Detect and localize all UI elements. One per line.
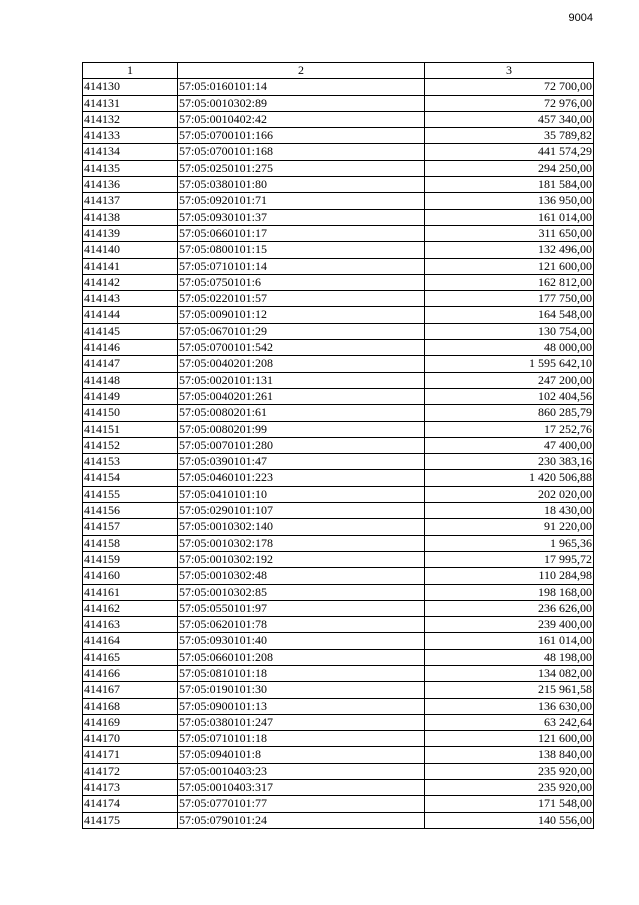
record-number-cell: 414142	[83, 274, 178, 290]
value-cell: 48 000,00	[425, 340, 594, 356]
cadastral-number-cell: 57:05:0550101:97	[178, 600, 425, 616]
record-number-cell: 414147	[83, 356, 178, 372]
record-number-cell: 414157	[83, 519, 178, 535]
table-row	[83, 503, 594, 519]
value-cell: 17 995,72	[425, 551, 594, 567]
record-number-cell: 414138	[83, 209, 178, 225]
table-row	[83, 796, 594, 812]
table-row	[83, 665, 594, 681]
table-row	[83, 372, 594, 388]
value-cell: 63 242,64	[425, 714, 594, 730]
cadastral-number-cell: 57:05:0010403:317	[178, 780, 425, 796]
table-header-row	[83, 63, 594, 79]
cadastral-number-cell: 57:05:0070101:280	[178, 437, 425, 453]
table-row	[83, 209, 594, 225]
value-cell: 138 840,00	[425, 747, 594, 763]
cadastral-number-cell: 57:05:0700101:166	[178, 128, 425, 144]
table-row	[83, 177, 594, 193]
value-cell: 860 285,79	[425, 405, 594, 421]
record-number-cell: 414164	[83, 633, 178, 649]
record-number-cell: 414151	[83, 421, 178, 437]
value-cell: 161 014,00	[425, 209, 594, 225]
record-number-cell: 414132	[83, 111, 178, 127]
record-number-cell: 414168	[83, 698, 178, 714]
cadastral-number-cell: 57:05:0010302:178	[178, 535, 425, 551]
value-cell: 247 200,00	[425, 372, 594, 388]
record-number-cell: 414150	[83, 405, 178, 421]
value-cell: 202 020,00	[425, 486, 594, 502]
cadastral-number-cell: 57:05:0250101:275	[178, 160, 425, 176]
cadastral-number-cell: 57:05:0660101:17	[178, 225, 425, 241]
table-row	[83, 274, 594, 290]
value-cell: 164 548,00	[425, 307, 594, 323]
value-cell: 171 548,00	[425, 796, 594, 812]
cadastral-number-cell: 57:05:0290101:107	[178, 503, 425, 519]
table-row	[83, 193, 594, 209]
value-cell: 72 976,00	[425, 95, 594, 111]
cadastral-number-cell: 57:05:0010402:42	[178, 111, 425, 127]
cadastral-number-cell: 57:05:0090101:12	[178, 307, 425, 323]
record-number-cell: 414146	[83, 340, 178, 356]
record-number-cell: 414170	[83, 731, 178, 747]
table-row	[83, 535, 594, 551]
value-cell: 121 600,00	[425, 258, 594, 274]
cadastral-number-cell: 57:05:0190101:30	[178, 682, 425, 698]
table-row	[83, 780, 594, 796]
value-cell: 215 961,58	[425, 682, 594, 698]
value-cell: 136 950,00	[425, 193, 594, 209]
table-row	[83, 242, 594, 258]
record-number-cell: 414166	[83, 665, 178, 681]
value-cell: 48 198,00	[425, 649, 594, 665]
record-number-cell: 414155	[83, 486, 178, 502]
table-row	[83, 79, 594, 95]
value-cell: 1 595 642,10	[425, 356, 594, 372]
value-cell: 110 284,98	[425, 568, 594, 584]
value-cell: 162 812,00	[425, 274, 594, 290]
cadastral-number-cell: 57:05:0380101:247	[178, 714, 425, 730]
record-number-cell: 414171	[83, 747, 178, 763]
record-number-cell: 414148	[83, 372, 178, 388]
column-header-1: 1	[83, 63, 178, 79]
record-number-cell: 414140	[83, 242, 178, 258]
table-row	[83, 356, 594, 372]
cadastral-number-cell: 57:05:0080201:61	[178, 405, 425, 421]
cadastral-number-cell: 57:05:0010302:192	[178, 551, 425, 567]
table-row	[83, 95, 594, 111]
record-number-cell: 414139	[83, 225, 178, 241]
cadastral-number-cell: 57:05:0700101:168	[178, 144, 425, 160]
table-row	[83, 519, 594, 535]
record-number-cell: 414162	[83, 600, 178, 616]
value-cell: 132 496,00	[425, 242, 594, 258]
record-number-cell: 414172	[83, 763, 178, 779]
registry-table	[82, 62, 594, 829]
table-row	[83, 486, 594, 502]
table-row	[83, 812, 594, 828]
record-number-cell: 414145	[83, 323, 178, 339]
record-number-cell: 414173	[83, 780, 178, 796]
cadastral-number-cell: 57:05:0460101:223	[178, 470, 425, 486]
value-cell: 198 168,00	[425, 584, 594, 600]
table-row	[83, 747, 594, 763]
value-cell: 181 584,00	[425, 177, 594, 193]
table-row	[83, 128, 594, 144]
value-cell: 121 600,00	[425, 731, 594, 747]
value-cell: 35 789,82	[425, 128, 594, 144]
record-number-cell: 414153	[83, 454, 178, 470]
table-row	[83, 649, 594, 665]
cadastral-number-cell: 57:05:0220101:57	[178, 291, 425, 307]
table-row	[83, 258, 594, 274]
table-row	[83, 682, 594, 698]
record-number-cell: 414154	[83, 470, 178, 486]
value-cell: 457 340,00	[425, 111, 594, 127]
record-number-cell: 414143	[83, 291, 178, 307]
cadastral-number-cell: 57:05:0920101:71	[178, 193, 425, 209]
value-cell: 161 014,00	[425, 633, 594, 649]
table-row	[83, 323, 594, 339]
value-cell: 134 082,00	[425, 665, 594, 681]
cadastral-number-cell: 57:05:0930101:37	[178, 209, 425, 225]
table-row	[83, 763, 594, 779]
value-cell: 1 965,36	[425, 535, 594, 551]
cadastral-number-cell: 57:05:0940101:8	[178, 747, 425, 763]
table-row	[83, 225, 594, 241]
table-row	[83, 144, 594, 160]
cadastral-number-cell: 57:05:0790101:24	[178, 812, 425, 828]
value-cell: 47 400,00	[425, 437, 594, 453]
value-cell: 230 383,16	[425, 454, 594, 470]
cadastral-number-cell: 57:05:0810101:18	[178, 665, 425, 681]
value-cell: 1 420 506,88	[425, 470, 594, 486]
value-cell: 130 754,00	[425, 323, 594, 339]
cadastral-number-cell: 57:05:0710101:18	[178, 731, 425, 747]
cadastral-number-cell: 57:05:0020101:131	[178, 372, 425, 388]
page-number: 9004	[568, 12, 593, 24]
cadastral-number-cell: 57:05:0660101:208	[178, 649, 425, 665]
table-row	[83, 470, 594, 486]
table-row	[83, 714, 594, 730]
cadastral-number-cell: 57:05:0010403:23	[178, 763, 425, 779]
record-number-cell: 414175	[83, 812, 178, 828]
record-number-cell: 414141	[83, 258, 178, 274]
value-cell: 294 250,00	[425, 160, 594, 176]
record-number-cell: 414159	[83, 551, 178, 567]
value-cell: 441 574,29	[425, 144, 594, 160]
record-number-cell: 414137	[83, 193, 178, 209]
value-cell: 235 920,00	[425, 763, 594, 779]
cadastral-number-cell: 57:05:0040201:208	[178, 356, 425, 372]
record-number-cell: 414134	[83, 144, 178, 160]
cadastral-number-cell: 57:05:0750101:6	[178, 274, 425, 290]
value-cell: 136 630,00	[425, 698, 594, 714]
table-row	[83, 633, 594, 649]
table-row	[83, 600, 594, 616]
record-number-cell: 414163	[83, 617, 178, 633]
table-row	[83, 584, 594, 600]
cadastral-number-cell: 57:05:0410101:10	[178, 486, 425, 502]
table-row	[83, 551, 594, 567]
cadastral-number-cell: 57:05:0010302:48	[178, 568, 425, 584]
value-cell: 72 700,00	[425, 79, 594, 95]
table-row	[83, 405, 594, 421]
cadastral-number-cell: 57:05:0160101:14	[178, 79, 425, 95]
cadastral-number-cell: 57:05:0710101:14	[178, 258, 425, 274]
value-cell: 177 750,00	[425, 291, 594, 307]
record-number-cell: 414144	[83, 307, 178, 323]
table-body	[83, 79, 594, 829]
value-cell: 140 556,00	[425, 812, 594, 828]
table-row	[83, 731, 594, 747]
table-row	[83, 160, 594, 176]
record-number-cell: 414165	[83, 649, 178, 665]
table-row	[83, 111, 594, 127]
value-cell: 17 252,76	[425, 421, 594, 437]
record-number-cell: 414158	[83, 535, 178, 551]
cadastral-number-cell: 57:05:0040201:261	[178, 388, 425, 404]
table-row	[83, 307, 594, 323]
table-row	[83, 698, 594, 714]
cadastral-number-cell: 57:05:0930101:40	[178, 633, 425, 649]
value-cell: 102 404,56	[425, 388, 594, 404]
record-number-cell: 414149	[83, 388, 178, 404]
column-header-2: 2	[178, 63, 425, 79]
cadastral-number-cell: 57:05:0390101:47	[178, 454, 425, 470]
table-row	[83, 388, 594, 404]
cadastral-number-cell: 57:05:0080201:99	[178, 421, 425, 437]
table-row	[83, 421, 594, 437]
table-row	[83, 437, 594, 453]
record-number-cell: 414167	[83, 682, 178, 698]
cadastral-number-cell: 57:05:0800101:15	[178, 242, 425, 258]
table-row	[83, 568, 594, 584]
record-number-cell: 414133	[83, 128, 178, 144]
cadastral-number-cell: 57:05:0620101:78	[178, 617, 425, 633]
cadastral-number-cell: 57:05:0010302:85	[178, 584, 425, 600]
value-cell: 91 220,00	[425, 519, 594, 535]
record-number-cell: 414135	[83, 160, 178, 176]
record-number-cell: 414152	[83, 437, 178, 453]
record-number-cell: 414161	[83, 584, 178, 600]
table-row	[83, 617, 594, 633]
record-number-cell: 414131	[83, 95, 178, 111]
value-cell: 18 430,00	[425, 503, 594, 519]
cadastral-number-cell: 57:05:0010302:89	[178, 95, 425, 111]
cadastral-number-cell: 57:05:0380101:80	[178, 177, 425, 193]
record-number-cell: 414160	[83, 568, 178, 584]
cadastral-number-cell: 57:05:0670101:29	[178, 323, 425, 339]
record-number-cell: 414174	[83, 796, 178, 812]
cadastral-number-cell: 57:05:0900101:13	[178, 698, 425, 714]
record-number-cell: 414169	[83, 714, 178, 730]
value-cell: 236 626,00	[425, 600, 594, 616]
record-number-cell: 414130	[83, 79, 178, 95]
column-header-3: 3	[425, 63, 594, 79]
cadastral-number-cell: 57:05:0010302:140	[178, 519, 425, 535]
value-cell: 311 650,00	[425, 225, 594, 241]
cadastral-number-cell: 57:05:0770101:77	[178, 796, 425, 812]
table-row	[83, 340, 594, 356]
table-row	[83, 454, 594, 470]
cadastral-number-cell: 57:05:0700101:542	[178, 340, 425, 356]
value-cell: 235 920,00	[425, 780, 594, 796]
record-number-cell: 414136	[83, 177, 178, 193]
value-cell: 239 400,00	[425, 617, 594, 633]
record-number-cell: 414156	[83, 503, 178, 519]
table-row	[83, 291, 594, 307]
